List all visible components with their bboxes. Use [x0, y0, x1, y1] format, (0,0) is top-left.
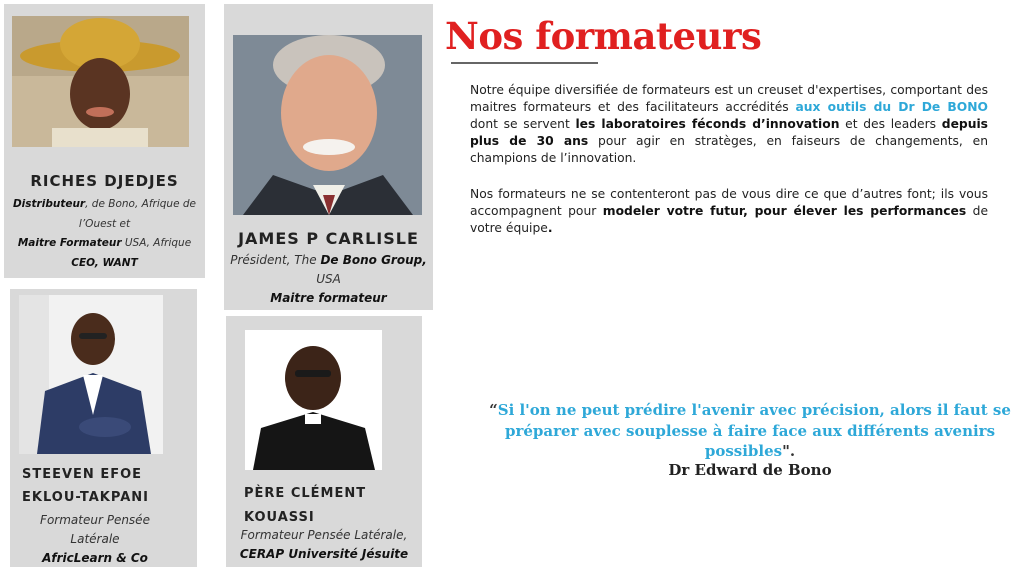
- trainer-role: Président, The De Bono Group, USA Maitre formateur: [230, 253, 427, 305]
- trainer-name: PÈRE CLÉMENT KOUASSI: [244, 486, 367, 525]
- de-bono-quote: [480, 400, 1020, 462]
- intro-segment: pour agir en stratèges, en faiseurs de changements, en champions de l’innovation.: [470, 134, 988, 165]
- intro-segment: .: [547, 221, 553, 235]
- trainer-name: STEEVEN EFOE EKLOU-TAKPANI: [22, 467, 149, 505]
- portrait-photo-riches-djedjes: [12, 16, 189, 147]
- intro-segment: dont se servent: [470, 117, 576, 131]
- quote-close-mark: ".: [782, 442, 796, 460]
- portrait-photo-clement-kouassi: [245, 330, 382, 470]
- intro-segment: Nos formateurs ne se contenteront pas de vous dire ce que d’autres font; ils vous accompagnent pour: [470, 187, 988, 218]
- trainer-name: RICHES DJEDJES: [30, 172, 179, 190]
- trainer-role: Formateur Pensée Latérale AfricLearn & Co: [40, 513, 150, 565]
- trainer-card-james-carlisle: [224, 4, 433, 310]
- trainer-card-riches-djedjes: [4, 4, 205, 278]
- intro-paragraph-2: [470, 186, 988, 237]
- trainer-card-clement-kouassi: [226, 316, 422, 567]
- intro-segment: Notre équipe diversifiée de formateurs est un creuset d'expertises, comportant des maitres formateurs et des facilitateurs accrédités: [470, 83, 988, 114]
- quote-text: Si l'on ne peut prédire l'avenir avec précision, alors il faut se préparer avec souplesse à faire face aux différents avenirs possibles: [497, 401, 1011, 460]
- trainer-role: Formateur Pensée Latérale, CERAP Université Jésuite: [239, 528, 409, 561]
- intro-segment: depuis plus de 30 ans: [470, 117, 988, 148]
- intro-segment: de votre équipe: [470, 204, 989, 235]
- title-underline: [451, 62, 598, 64]
- trainer-role: Distributeur, de Bono, Afrique de l’Ouest et Maitre Formateur USA, Afrique CEO, WANT: [12, 198, 197, 269]
- trainer-card-steeven-eklou-takpani: [10, 289, 197, 567]
- intro-segment: aux outils du Dr De BONO: [795, 100, 988, 114]
- trainer-name: JAMES P CARLISLE: [238, 229, 419, 248]
- intro-paragraph-1: [470, 82, 988, 167]
- intro-segment: et des leaders: [839, 117, 942, 131]
- portrait-photo-steeven-eklou-takpani: [19, 295, 163, 454]
- page-title: Nos formateurs: [445, 14, 762, 58]
- intro-segment: modeler votre futur, pour élever les performances: [602, 204, 967, 218]
- quote-open-mark: “: [489, 401, 498, 419]
- portrait-photo-james-carlisle: [233, 35, 422, 215]
- quote-author: Dr Edward de Bono: [668, 461, 832, 479]
- intro-segment: les laboratoires féconds d’innovation: [575, 117, 840, 131]
